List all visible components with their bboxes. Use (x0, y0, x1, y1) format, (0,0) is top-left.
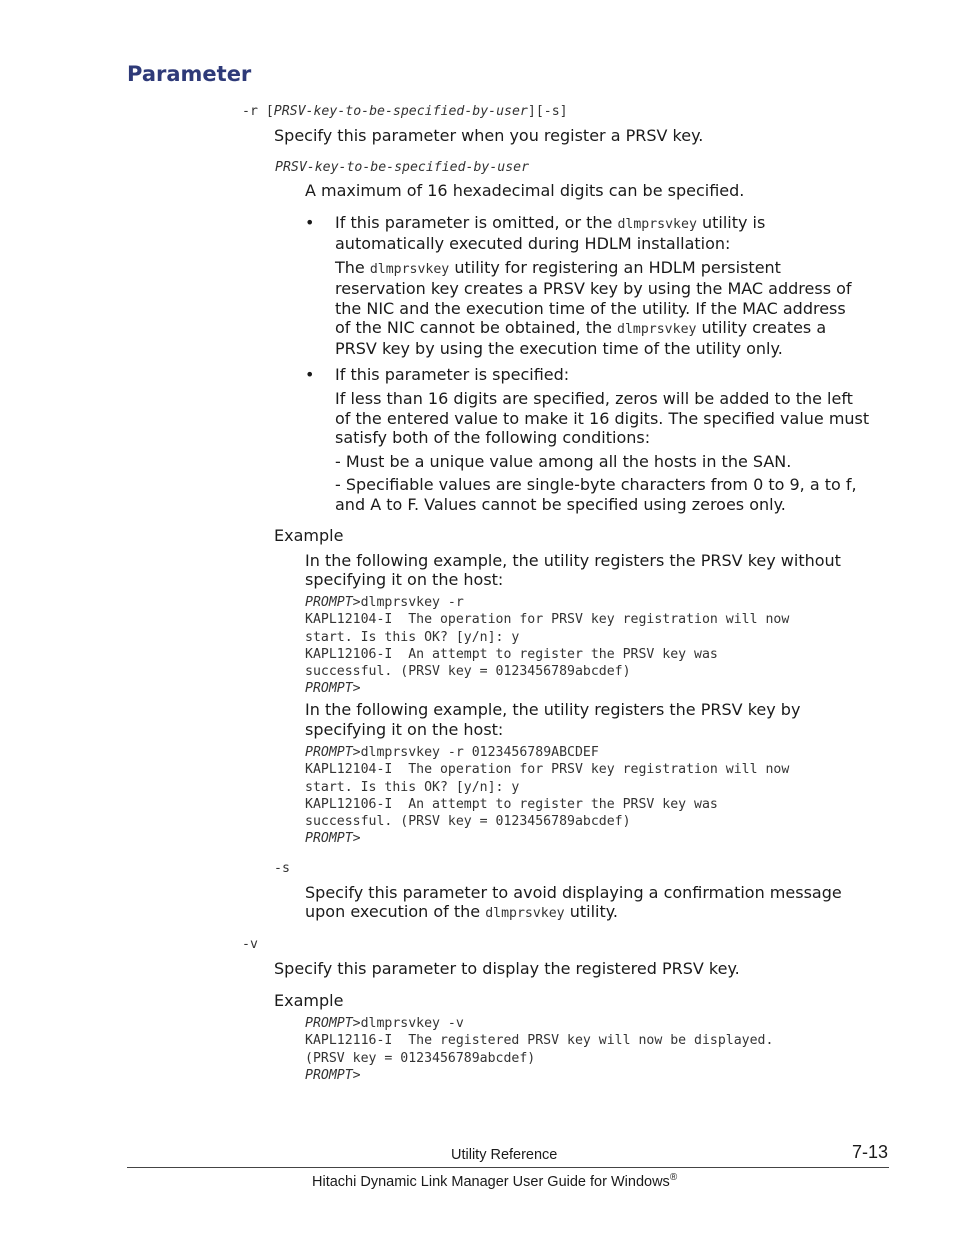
page-title: Parameter (127, 62, 252, 86)
inline-code: dlmprsvkey (485, 906, 565, 921)
r-sub-desc: A maximum of 16 hexadecimal digits can be specified. (305, 181, 745, 200)
bullet1-para-l2: reservation key creates a PRSV key by using the MAC address of (335, 279, 852, 298)
bullet1-line2: automatically executed during HDLM installation: (335, 234, 731, 253)
bullet2-para-l1: If less than 16 digits are specified, zeros will be added to the left (335, 389, 853, 408)
r-bracket-open: [ (265, 104, 274, 119)
code-prompt: PROMPT (305, 681, 353, 697)
r-arg: PRSV-key-to-be-specified-by-user (273, 104, 528, 119)
bullet1-para-l5: PRSV key by using the execution time of the utility only. (335, 339, 783, 358)
page-number: 7-13 (851, 1142, 888, 1162)
r-flag: -r (242, 104, 258, 119)
bullet2-cond1: - Must be a unique value among all the hosts in the SAN. (335, 452, 792, 471)
code-prompt: PROMPT (305, 1067, 353, 1083)
inline-code: dlmprsvkey (617, 217, 697, 232)
ex1-line2: specifying it on the host: (305, 570, 504, 589)
bullet2-cond2-l2: and A to F. Values cannot be specified using zeroes only. (335, 495, 786, 514)
code-prompt: PROMPT (305, 1016, 353, 1031)
bullet1-para-l1: The dlmprsvkey utility for registering an HDLM persistent (335, 258, 781, 277)
v-example-label: Example (274, 991, 344, 1010)
r-desc: Specify this parameter when you register a PRSV key. (274, 126, 704, 145)
code-block-1: PROMPT>dlmprsvkey -r KAPL12104-I The operation for PRSV key registration will now start. Is this OK? [y/n]: y KAPL12106-I An attempt to register the PRSV key was successful. (PRSV key = 0123456789abcdef) PROMPT> (305, 595, 790, 697)
bullet2-para-l2: of the entered value to make it 16 digits. The specified value must (335, 409, 870, 428)
bullet1-para-l4: of the NIC cannot be obtained, the dlmprsvkey utility creates a (335, 318, 827, 337)
code-prompt: PROMPT (305, 595, 353, 610)
inline-code: dlmprsvkey (369, 262, 450, 277)
code-block-2: PROMPT>dlmprsvkey -r 0123456789ABCDEF KAPL12104-I The operation for PRSV key registration will now start. Is this OK? [y/n]: y KAPL12106-I An attempt to register the PRSV key was successful. (PRSV key = 0123456789abcdef) PROMPT> (305, 745, 790, 847)
r-sub-arg: PRSV-key-to-be-specified-by-user (275, 160, 530, 175)
bullet2-cond2-l1: - Specifiable values are single-byte characters from 0 to 9, a to f, (335, 475, 857, 494)
example-label: Example (274, 526, 344, 545)
code-prompt: PROMPT (305, 745, 353, 760)
v-desc: Specify this parameter to display the registered PRSV key. (274, 959, 740, 978)
code-block-3: PROMPT>dlmprsvkey -v KAPL12116-I The registered PRSV key will now be displayed. (PRSV key = 0123456789abcdef) PROMPT> (305, 1016, 774, 1083)
ex2-line1: In the following example, the utility registers the PRSV key by (305, 700, 801, 719)
bullet-dot: • (305, 365, 315, 384)
bullet2-para-l3: satisfy both of the following conditions: (335, 428, 651, 447)
inline-code: dlmprsvkey (617, 322, 697, 337)
r-syntax (242, 104, 568, 119)
bullet2-line1: If this parameter is specified: (335, 365, 570, 384)
footer-section: Utility Reference (451, 1147, 558, 1163)
ex2-line2: specifying it on the host: (305, 720, 504, 739)
ex1-line1: In the following example, the utility registers the PRSV key without (305, 551, 841, 570)
bullet-dot: • (305, 213, 315, 232)
bullet1-para-l3: the NIC and the execution time of the utility. If the MAC address (335, 299, 846, 318)
footer-divider (127, 1167, 889, 1168)
v-flag: -v (242, 937, 258, 952)
r-bracket-close: ][-s] (527, 104, 568, 119)
s-desc-l1: Specify this parameter to avoid displaying a confirmation message (305, 883, 842, 902)
footer-title: Hitachi Dynamic Link Manager User Guide for Windows® (312, 1172, 678, 1190)
s-flag: -s (274, 861, 290, 876)
s-desc-l2: upon execution of the dlmprsvkey utility. (305, 902, 619, 921)
bullet1-line1: If this parameter is omitted, or the dlmprsvkey utility is (335, 213, 766, 232)
registered-mark: ® (669, 1172, 678, 1183)
code-prompt: PROMPT (305, 831, 353, 847)
